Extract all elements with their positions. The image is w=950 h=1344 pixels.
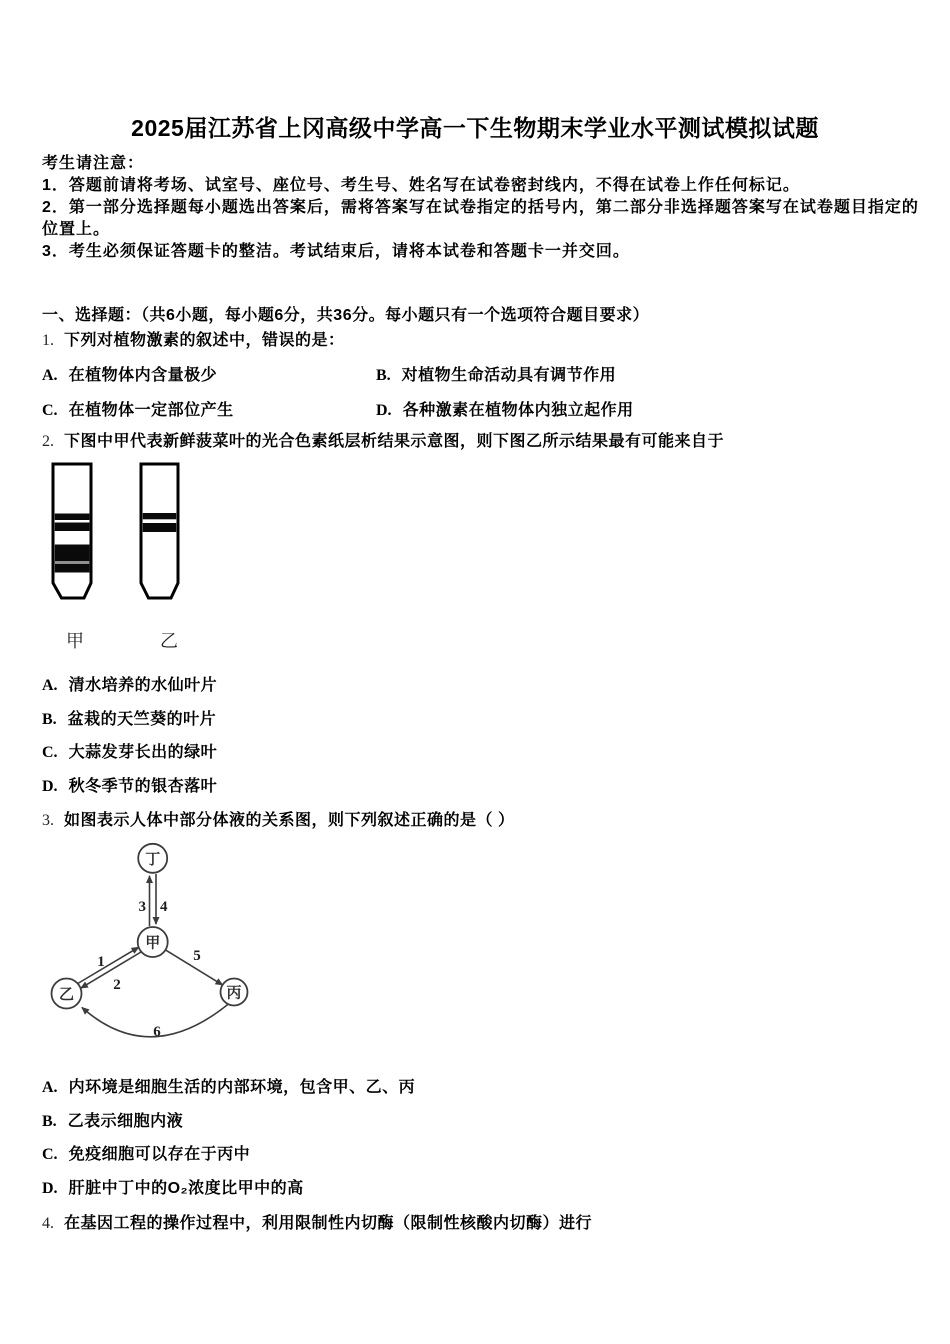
q3-option-b (42, 1108, 183, 1131)
option-text: 各种激素在植物体内独立起作用 (402, 402, 634, 419)
option-label: C. (42, 402, 58, 419)
q2-option-d (42, 773, 217, 796)
question-3-number: 3. (42, 812, 54, 829)
section-heading: 一、选择题：（共6小题，每小题6分，共36分。每小题只有一个选项符合题目要求） (42, 307, 650, 324)
q3-option-a (42, 1074, 415, 1097)
pigment-band-chlorophyll (55, 545, 90, 573)
band-gap-line (55, 561, 90, 564)
arrow-1-to-jia (78, 947, 139, 983)
q2-option-b (42, 706, 216, 729)
option-label: A. (42, 677, 58, 694)
option-label: C. (42, 744, 58, 761)
arrow-label-5: 5 (193, 948, 201, 964)
option-label: A. (42, 1079, 58, 1096)
pigment-band-xanthophyll (143, 523, 176, 532)
question-4-number: 4. (42, 1215, 54, 1232)
notice-item-2: 2．第一部分选择题每小题选出答案后，需将答案写在试卷指定的括号内，第二部分非选择题答案写在试卷题目指定的位置上。 (42, 199, 919, 238)
option-label: B. (42, 1113, 57, 1130)
q1-option-b (376, 362, 616, 385)
option-text: 在植物体内含量极少 (68, 367, 218, 384)
node-ding-label: 丁 (145, 851, 161, 868)
option-text: 在植物体一定部位产生 (68, 402, 234, 419)
q2-option-c (42, 739, 217, 762)
strip-yi-label: 乙 (160, 631, 178, 651)
question-3-stem (42, 807, 514, 830)
body-fluid-diagram (30, 836, 270, 1052)
option-text: 盆栽的天竺葵的叶片 (67, 711, 217, 728)
pigment-band-carotene (55, 514, 90, 521)
q2-option-a (42, 672, 217, 695)
option-text: 对植物生命活动具有调节作用 (401, 367, 617, 384)
q1-option-a (42, 362, 217, 385)
question-2-text: 下图中甲代表新鲜菠菜叶的光合色素纸层析结果示意图，则下图乙所示结果最有可能来自于 (64, 433, 725, 450)
option-text: 大蒜发芽长出的绿叶 (68, 744, 218, 761)
question-2-stem (42, 428, 724, 451)
q1-option-d (376, 397, 634, 420)
pigment-band-carotene (143, 513, 176, 519)
notice-heading: 考生请注意： (42, 155, 145, 172)
option-text: 清水培养的水仙叶片 (68, 677, 218, 694)
pigment-band-xanthophyll (55, 523, 90, 532)
strip-jia-label: 甲 (66, 631, 84, 651)
option-text: 免疫细胞可以存在于丙中 (68, 1146, 251, 1163)
option-label: D. (42, 1180, 58, 1197)
question-1-number: 1. (42, 332, 54, 349)
question-1-stem (42, 327, 345, 350)
option-label: A. (42, 367, 58, 384)
question-4-text: 在基因工程的操作过程中，利用限制性内切酶（限制性核酸内切酶）进行 (64, 1215, 593, 1232)
option-label: D. (376, 402, 392, 419)
notice-item-3: 3．考生必须保证答题卡的整洁。考试结束后，请将本试卷和答题卡一并交回。 (42, 243, 630, 260)
chromatography-figure (40, 458, 210, 656)
option-text: 肝脏中丁中的O₂浓度比甲中的高 (68, 1180, 304, 1197)
question-4-stem (42, 1210, 592, 1233)
option-text: 内环境是细胞生活的内部环境，包含甲、乙、丙 (68, 1079, 416, 1096)
arrow-label-6: 6 (153, 1024, 161, 1040)
question-3-text: 如图表示人体中部分体液的关系图，则下列叙述正确的是（ ） (64, 812, 515, 829)
option-text: 秋冬季节的银杏落叶 (68, 778, 218, 795)
node-bing-label: 丙 (226, 984, 242, 1002)
option-text: 乙表示细胞内液 (67, 1113, 184, 1130)
option-label: C. (42, 1146, 58, 1163)
q3-option-c (42, 1141, 250, 1164)
arrow-label-1: 1 (97, 954, 105, 970)
q1-option-c (42, 397, 234, 420)
exam-title: 2025届江苏省上冈高级中学高一下生物期末学业水平测试模拟试题 (131, 115, 819, 141)
arrow-2-to-yi (81, 952, 141, 988)
arrow-label-2: 2 (113, 977, 121, 993)
option-label: B. (42, 711, 57, 728)
question-1-text: 下列对植物激素的叙述中，错误的是： (64, 332, 345, 349)
notice-item-1: 1．答题前请将考场、试室号、座位号、考生号、姓名写在试卷密封线内，不得在试卷上作任何标记。 (42, 177, 800, 194)
q3-option-d (42, 1175, 304, 1198)
node-yi-label: 乙 (58, 986, 75, 1003)
option-label: B. (376, 367, 391, 384)
option-label: D. (42, 778, 58, 795)
arrow-label-3: 3 (138, 899, 146, 915)
notice-section (42, 153, 926, 263)
question-2-number: 2. (42, 433, 54, 450)
arrow-label-4: 4 (160, 899, 168, 915)
node-jia-label: 甲 (145, 934, 161, 952)
